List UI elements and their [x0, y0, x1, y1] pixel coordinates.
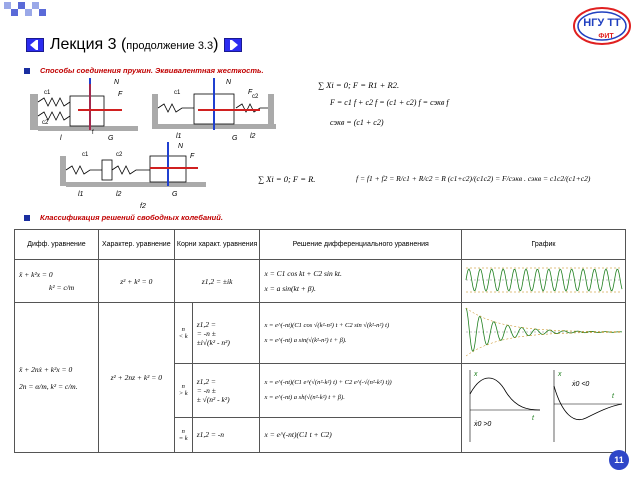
cell-case-underdamped: n < k: [174, 303, 192, 364]
bullet-icon: [24, 215, 30, 221]
page-title: Лекция 3 (продолжение 3.3): [50, 36, 219, 53]
svg-text:f: f: [92, 130, 94, 136]
svg-text:ФИТ: ФИТ: [598, 33, 614, 40]
cell-diff-eq-2: ẍ + 2nẋ + k²x = 0 2n = α/m, k² = c/m.: [15, 303, 99, 453]
svg-text:G: G: [108, 135, 114, 142]
svg-text:c1: c1: [174, 90, 181, 96]
table-row: [15, 260, 626, 303]
cell-roots-overdamped: z1,2 = = -n ± ± √(n² - k²): [192, 364, 260, 418]
svg-text:N: N: [114, 79, 120, 86]
formula-parallel-force: F = c1 f + c2 f = (c1 + c2) f = cэкв f: [330, 98, 449, 107]
header-char-eq: Характер. уравнение: [98, 230, 174, 260]
svg-text:t: t: [611, 393, 614, 400]
table-row: [15, 303, 626, 364]
svg-text:t: t: [531, 415, 534, 422]
svg-text:G: G: [232, 135, 238, 142]
title-bar: [26, 36, 242, 54]
svg-text:f2: f2: [140, 203, 146, 210]
cell-char-eq-1: z² + k² = 0: [98, 260, 174, 303]
svg-text:ẋ0 >0: ẋ0 >0: [473, 421, 492, 428]
svg-text:c2: c2: [42, 120, 49, 126]
svg-text:ẋ0 <0: ẋ0 <0: [571, 381, 590, 388]
classification-table: [14, 229, 626, 453]
graph-aperiodic: [462, 364, 624, 450]
cell-graph-overdamped: [461, 364, 625, 453]
section-classification: Классификация решений свободных колебаний.: [40, 213, 223, 222]
svg-text:l2: l2: [250, 133, 256, 140]
header-solution: Решение дифференциального уравнения: [260, 230, 461, 260]
svg-text:l2: l2: [116, 191, 122, 198]
cell-char-eq-2: z² + 2nz + k² = 0: [98, 303, 174, 453]
svg-text:l: l: [60, 135, 62, 142]
parallel-springs-figure-2: [152, 74, 278, 144]
parallel-springs-figure-1: [30, 74, 150, 144]
university-logo: [566, 4, 636, 48]
svg-text:НГУ ТТ: НГУ ТТ: [583, 17, 621, 29]
svg-text:N: N: [226, 79, 232, 86]
svg-text:F: F: [118, 91, 123, 98]
next-slide-button[interactable]: [224, 38, 242, 52]
svg-text:x: x: [473, 371, 478, 378]
section-springs: Способы соединения пружин. Эквивалентная жесткость.: [40, 66, 264, 75]
cell-solution-critical: x = e^(-nt)(C1 t + C2): [260, 417, 461, 452]
cell-graph-1: [461, 260, 625, 303]
svg-text:F: F: [248, 89, 253, 96]
page-number-badge: 11: [609, 450, 629, 470]
svg-text:F: F: [190, 153, 195, 160]
cell-graph-underdamped: [461, 303, 625, 364]
cell-diff-eq-1: ẍ + k²x = 0 k² = c/m: [15, 260, 99, 303]
cell-roots-underdamped: z1,2 = = -n ± ±i√(k² - n²): [192, 303, 260, 364]
header-diff-eq: Дифф. уравнение: [15, 230, 99, 260]
cell-solution-1: x = C1 cos kt + C2 sin kt. x = a sin(kt + β).: [260, 260, 461, 303]
cell-solution-underdamped: x = e^(-nt)(C1 cos √(k²-n²) t + C2 sin √(k²-n²) t) x = e^(-nt) a sin(√(k²-n²) t + β).: [260, 303, 461, 364]
header-roots: Корни характ. уравнения: [174, 230, 260, 260]
cell-roots-1: z1,2 = ±ik: [174, 260, 260, 303]
cell-solution-overdamped: x = e^(-nt)(C1 e^(√(n²-k²) t) + C2 e^(-√(n²-k²) t)) x = e^(-nt) a sh(√(n²-k²) t + β).: [260, 364, 461, 418]
series-springs-figure: [60, 142, 208, 214]
svg-text:G: G: [172, 191, 178, 198]
formula-equilibrium-series: ∑ Xi = 0; F = R.: [258, 174, 316, 184]
decorative-checker: [4, 2, 50, 18]
arrow-left-icon: [29, 40, 41, 50]
formula-equilibrium-parallel: ∑ Xi = 0; F = R1 + R2.: [318, 80, 400, 90]
arrow-right-icon: [227, 40, 239, 50]
svg-text:l1: l1: [176, 133, 182, 140]
graph-underdamped: [462, 303, 624, 361]
cell-roots-critical: z1,2 = -n: [192, 417, 260, 452]
header-graph: График: [461, 230, 625, 260]
svg-text:l1: l1: [78, 191, 84, 198]
svg-text:c2: c2: [116, 152, 123, 158]
prev-slide-button[interactable]: [26, 38, 44, 52]
cell-case-critical: n = k: [174, 417, 192, 452]
svg-text:x: x: [557, 371, 562, 378]
svg-text:c2: c2: [252, 94, 259, 100]
svg-text:N: N: [178, 143, 184, 150]
table-header-row: [15, 230, 626, 260]
formula-series-stiffness: f = f1 + f2 = R/c1 + R/c2 = R (c1+c2)/(c1c2) = F/cэкв . cэкв = c1c2/(c1+c2): [356, 174, 591, 183]
graph-undamped: [462, 260, 624, 300]
cell-case-overdamped: n > k: [174, 364, 192, 418]
formula-parallel-stiffness: cэкв = (c1 + c2): [330, 118, 384, 127]
svg-text:c1: c1: [82, 152, 89, 158]
svg-text:c1: c1: [44, 90, 51, 96]
